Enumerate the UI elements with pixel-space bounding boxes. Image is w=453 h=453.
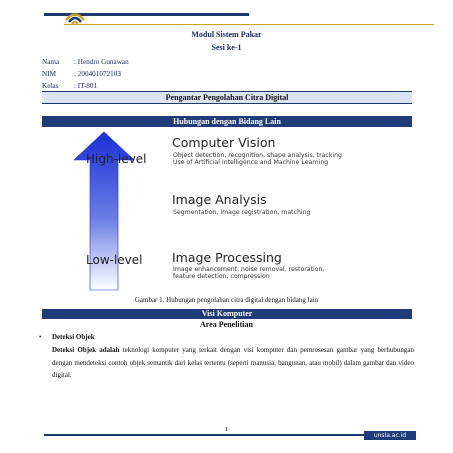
header-divider: [64, 24, 434, 25]
paragraph-lead: Deteksi Objek adalah: [52, 346, 120, 354]
info-key: Kelas: [42, 82, 59, 90]
session-title: Sesi ke-1: [211, 43, 242, 52]
info-value: : 200401072103: [74, 70, 121, 78]
info-value: : IT-801: [74, 82, 98, 90]
relations-figure: [62, 128, 392, 293]
section-bar-relations: Hubungan dengan Bidang Lain: [42, 116, 412, 127]
level-desc: Image enhancement, noise removal, restoration,: [173, 266, 325, 273]
bullet-label: Deteksi Objek: [52, 333, 95, 341]
level-desc: feature detection, compression: [173, 273, 270, 280]
area-title: Area Penelitian: [200, 320, 253, 329]
high-level-label: High-level: [86, 152, 147, 166]
document-heading-bar: Pengantar Pengolahan Citra Digital: [42, 91, 412, 104]
figure-caption: Gambar 1. Hubungan pengolahan citra digital dengan bidang lain: [134, 296, 319, 304]
level-title: Image Processing: [172, 250, 282, 265]
paragraph-body: teknologi komputer yang terkait dengan visi komputer dan pemrosesan gambar yang berhubungan dengan mendeteksi contoh objek semantik dari kelas tertentu (seperti manusia, bangunan, atau mobil) dalam gambar dan video digital.: [52, 346, 414, 379]
info-value: : Hendro Gunawan: [74, 58, 129, 66]
footer-site-label: unsla.ac.id: [364, 431, 416, 440]
info-row-nim: [42, 70, 121, 78]
info-row-class: [42, 82, 97, 90]
page-number: 1: [224, 426, 229, 433]
info-key: NIM: [42, 70, 56, 78]
level-title: Image Analysis: [172, 192, 267, 207]
info-key: Nama: [42, 58, 60, 66]
bullet-paragraph: [52, 344, 414, 382]
low-level-label: Low-level: [86, 253, 143, 267]
level-desc: Use of Artificial Intelligence and Machine Learning: [173, 159, 329, 166]
level-title: Computer Vision: [172, 135, 276, 150]
info-row-name: [42, 58, 129, 66]
level-desc: Object detection, recognition, shape analysis, tracking: [173, 152, 342, 159]
module-title: Modul Sistem Pakar: [191, 30, 262, 39]
section-bar-vision: Visi Komputer: [42, 309, 412, 319]
footer-line: [44, 434, 364, 436]
bullet-symbol: •: [39, 333, 42, 341]
level-desc: Segmentation, image registration, matching: [173, 209, 311, 216]
